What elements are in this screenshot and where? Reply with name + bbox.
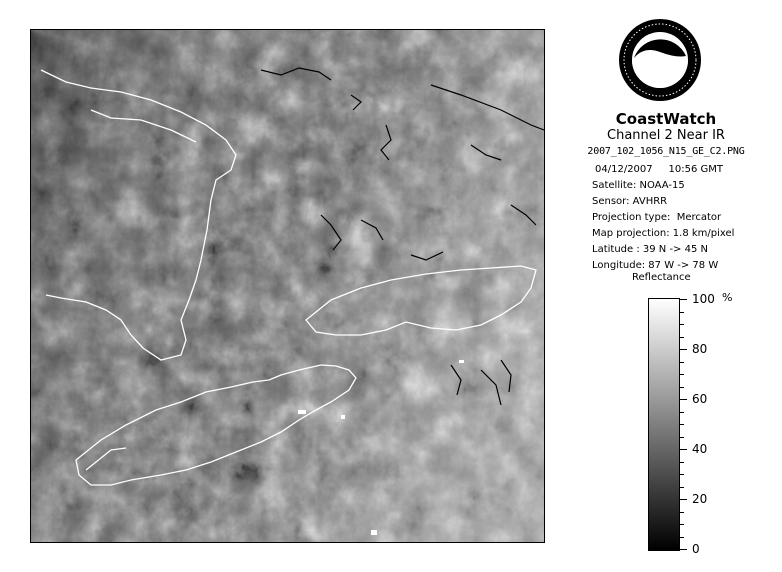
- colorbar-minor-tick: [680, 337, 684, 338]
- colorbar-unit: %: [722, 291, 733, 304]
- colorbar-label: Reflectance: [632, 272, 691, 283]
- colorbar-minor-tick: [680, 524, 684, 525]
- date-time: 04/12/2007 10:56 GMT: [595, 164, 724, 175]
- colorbar-major-tick: [680, 399, 687, 400]
- colorbar-tick-label: 100: [692, 292, 715, 306]
- satellite-image: [30, 29, 545, 543]
- colorbar-tick-label: 20: [692, 492, 708, 506]
- colorbar-minor-tick: [680, 487, 684, 488]
- colorbar-major-tick: [680, 499, 687, 500]
- colorbar-minor-tick: [680, 374, 684, 375]
- projection-type: Projection type: Mercator: [592, 212, 722, 223]
- latitude-range: Latitude : 39 N -> 45 N: [592, 244, 708, 255]
- file-name: 2007_102_1056_N15_GE_C2.PNG: [587, 146, 745, 157]
- colorbar-minor-tick: [680, 387, 684, 388]
- colorbar-minor-tick: [680, 437, 684, 438]
- reflectance-colorbar: [648, 298, 680, 551]
- colorbar-tick-label: 80: [692, 342, 708, 356]
- colorbar-minor-tick: [680, 362, 684, 363]
- colorbar-major-tick: [680, 299, 687, 300]
- satellite-info: Satellite: NOAA-15: [592, 180, 685, 191]
- noaa-logo: [618, 18, 702, 102]
- colorbar-minor-tick: [680, 312, 684, 313]
- colorbar-minor-tick: [680, 462, 684, 463]
- colorbar-minor-tick: [680, 512, 684, 513]
- colorbar-major-tick: [680, 449, 687, 450]
- product-title: CoastWatch: [615, 110, 717, 128]
- sensor-info: Sensor: AVHRR: [592, 196, 668, 207]
- map-projection: Map projection: 1.8 km/pixel: [592, 228, 735, 239]
- colorbar-tick-label: 40: [692, 442, 708, 456]
- colorbar-minor-tick: [680, 424, 684, 425]
- colorbar-minor-tick: [680, 412, 684, 413]
- logo-text: NOAA: [646, 57, 674, 67]
- colorbar-tick-label: 0: [692, 542, 700, 556]
- channel-name: Channel 2 Near IR: [607, 128, 725, 143]
- colorbar-tick-label: 60: [692, 392, 708, 406]
- colorbar-major-tick: [680, 349, 687, 350]
- colorbar-major-tick: [680, 549, 687, 550]
- colorbar-minor-tick: [680, 474, 684, 475]
- colorbar-minor-tick: [680, 537, 684, 538]
- colorbar-minor-tick: [680, 324, 684, 325]
- longitude-range: Longitude: 87 W -> 78 W: [592, 260, 719, 271]
